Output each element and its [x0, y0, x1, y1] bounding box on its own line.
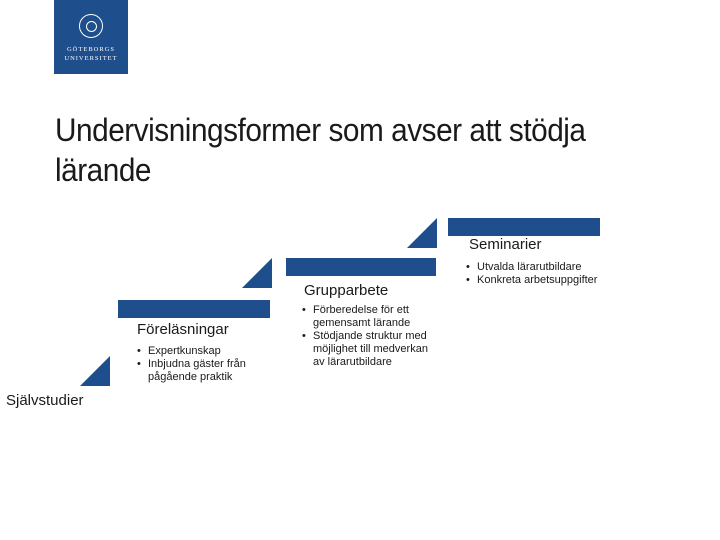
- step-4-label: Seminarier: [469, 236, 542, 253]
- step-3-label: Grupparbete: [304, 282, 389, 299]
- step-4-bullet: • Utvalda lärarutbildare: [466, 261, 606, 274]
- university-seal-icon: [79, 14, 103, 38]
- step-2-bullet-list: [137, 345, 267, 384]
- step-2-corner-icon: [242, 258, 272, 288]
- step-1-corner-icon: [80, 356, 110, 386]
- slide-title: Undervisningsformer som avser att stödja lärande: [55, 112, 586, 188]
- logo-name-line-2: UNIVERSITET: [64, 55, 118, 62]
- step-3-bullet: • Stödjande struktur med möjlighet till medverkan av lärarutbildare: [302, 330, 430, 369]
- step-3-bullet: • Förberedelse för ett gemensamt lärande: [302, 304, 430, 330]
- step-2-bar: [118, 300, 270, 318]
- step-4-bullet-list: [466, 261, 606, 287]
- step-1-label: Självstudier: [6, 392, 84, 409]
- step-3-bullet-list: [302, 304, 430, 369]
- step-2-bullet: • Expertkunskap: [137, 345, 267, 358]
- step-3-corner-icon: [407, 218, 437, 248]
- step-2-label: Föreläsningar: [137, 321, 229, 338]
- step-4-bullet: • Konkreta arbetsuppgifter: [466, 274, 606, 287]
- logo-name-line-1: GÖTEBORGS: [66, 46, 115, 53]
- step-2-bullet: • Inbjudna gäster från pågående praktik: [137, 358, 267, 384]
- step-4-bar: [448, 218, 600, 236]
- university-logo: [54, 0, 128, 74]
- step-3-bar: [286, 258, 436, 276]
